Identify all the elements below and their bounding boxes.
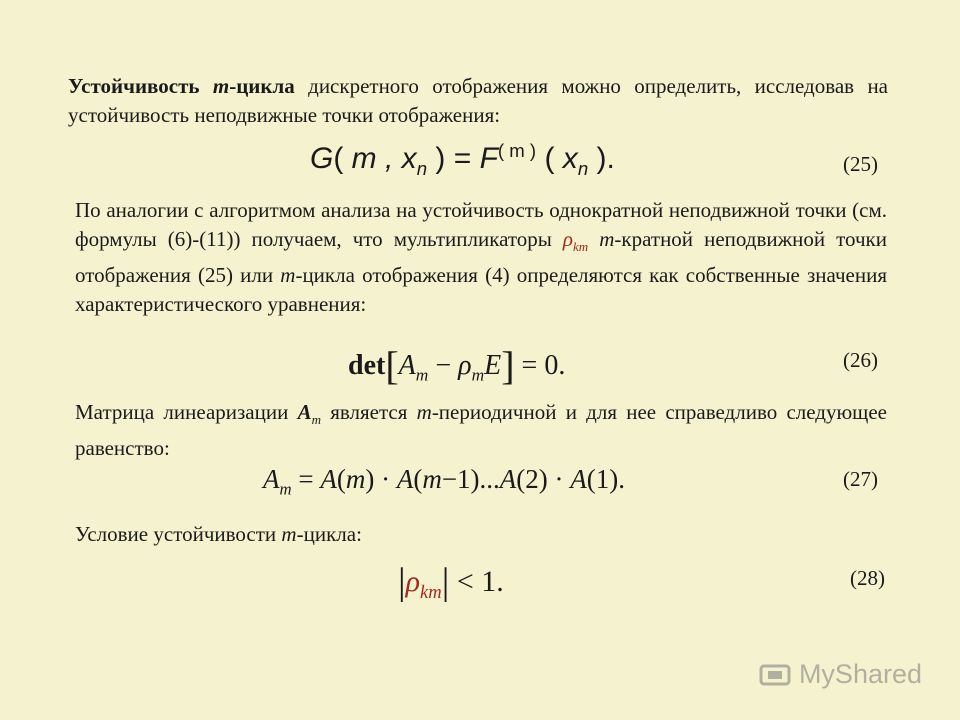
m-symbol-3: m [416,400,432,424]
m-symbol: m [599,227,615,251]
rho-subscript: km [573,239,589,255]
paragraph-matrix [75,398,887,463]
rho-symbol: ρ [562,227,574,251]
bold-term: Устойчивость [68,74,200,98]
paragraph-matrix-text-b: является [321,400,417,424]
paragraph-analogy-text-b: -кратной неподвижной точки отображения (25) или [75,227,887,288]
myshared-logo-icon [759,662,791,688]
equation-27: $A_m = A(m) \cdot A(m-1)...A(2) \cdot A(1)$. [263,464,625,499]
equation-number-25: (25) [843,152,878,176]
paragraph-condition-text-a: Условие устойчивости [75,522,282,546]
paragraph-condition: Условие устойчивости m-цикла: [75,522,362,546]
watermark-text: MyShared [798,659,922,689]
paragraph-analogy-text-c: -цикла отображения (4) определяются как собственные значения характеристического уравнения: [75,263,887,317]
paragraph-intro [68,72,888,130]
equation-28: $|\rho_{km}| < 1$. [398,561,504,603]
paragraph-matrix-text-c: -периодичной и для нее справедливо следующее равенство: [75,400,887,461]
m-symbol-2: m [280,263,296,288]
m-symbol-4: m [281,522,297,546]
paragraph-matrix-text-a: Матрица линеаризации [75,400,298,424]
watermark [759,659,922,690]
matrix-A-symbol: A [297,400,312,424]
equation-26: $\det[A_m - \rho_mE] = 0$. [348,343,566,388]
equation-number-26: (26) [843,348,878,372]
paragraph-analogy-text-a: По аналогии с алгоритмом анализа на устойчивость однократной неподвижной точки (см. формулы (6)-(11)) получаем, что мультипликаторы [75,198,887,251]
bold-m: m [212,74,230,98]
matrix-A-subscript: m [311,412,321,428]
equation-number-28: (28) [850,566,885,590]
paragraph-intro-text: дискретного отображения можно определить, исследовав на устойчивость неподвижные точки отображения: [68,74,889,127]
bold-term-suffix: -цикла [229,74,295,98]
paragraph-condition-text-b: -цикла [296,522,357,546]
paragraph-analogy [75,196,887,319]
equation-number-27: (27) [843,467,878,491]
equation-25: G( m , $x_n$ ) = $F^{( m )}$ ( $x_n$ ). [310,140,615,179]
